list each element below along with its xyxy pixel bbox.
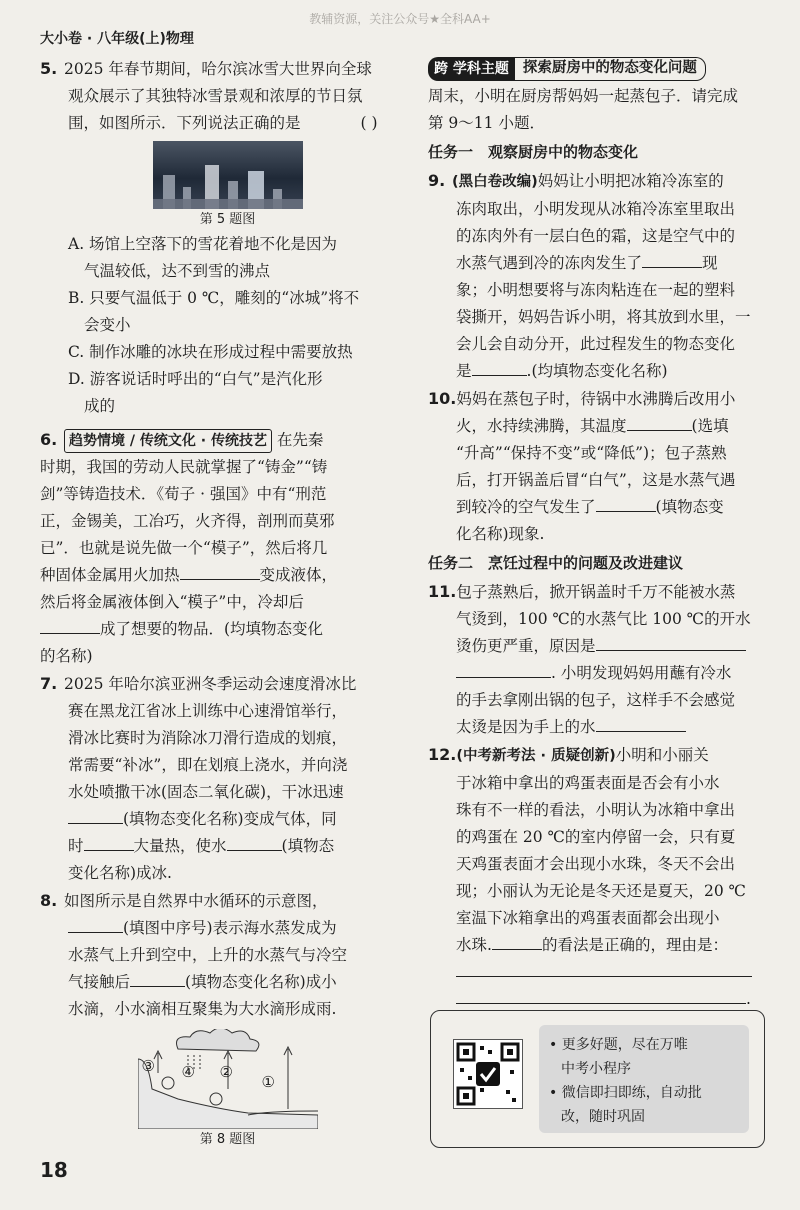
left-column bbox=[40, 55, 415, 1151]
qr-code-icon[interactable] bbox=[453, 1039, 523, 1109]
ice-world-photo bbox=[153, 141, 303, 209]
answer-blank[interactable] bbox=[68, 806, 123, 824]
answer-blank[interactable] bbox=[180, 562, 260, 580]
question-7: 7. 2025 年哈尔滨亚洲冬季运动会速度滑冰比 赛在黑龙江省冰上训练中心速滑馆举行， 滑冰比赛时为消除冰刀滑行造成的划痕， 常需要“补冰”，即在划痕上浇水，并向浇 水处喷撒干冰(固态二氧化碳)，干冰迅速 (填物态变化名称)变成气体，同 时 大量热，使水 (填物态 变化名称)成冰. bbox=[40, 670, 415, 887]
figure-caption: 第 5 题图 bbox=[199, 212, 256, 227]
answer-blank[interactable] bbox=[596, 633, 746, 651]
trend-tag: 趋势情境 / 传统文化 · 传统技艺 bbox=[64, 429, 272, 453]
answer-blank[interactable] bbox=[596, 714, 686, 732]
watermark: 教辅资源，关注公众号★全科AA+ bbox=[309, 12, 491, 26]
promo-box bbox=[430, 1010, 765, 1148]
cross-subject-badge: 跨 学科主题 bbox=[428, 57, 515, 81]
question-6: 6. 趋势情境 / 传统文化 · 传统技艺 在先秦 时期，我国的劳动人民就掌握了“铸金”“铸 剑”等铸造技术．《荀子 · 强国》中有“刑范 正，金锡美，工冶巧，火齐得，剖刑而莫邪 已”．也就是说先做一个“模子”，然后将几 种固体金属用火加热 变成液体， 然后将金属液体倒入“模子”中，冷却后 成了想要的物品．(均填物态变化 的名称) bbox=[40, 426, 415, 670]
question-number: 12. bbox=[428, 745, 457, 764]
answer-blank[interactable] bbox=[456, 660, 551, 678]
question-number: 10. bbox=[428, 389, 457, 408]
question-8: 8. 如图所示是自然界中水循环的示意图， (填图中序号)表示海水蒸发成为 水蒸气上升到空中，上升的水蒸气与冷空 气接触后 (填物态变化名称)成小 水滴，小水滴相互聚集为大水滴形成雨. ③ ④ ② ① 第 8 题图 bbox=[40, 887, 415, 1151]
page-number: 18 bbox=[40, 1158, 68, 1182]
question-9: 9. (黑白卷改编)妈妈让小明把冰箱冷冻室的 冻肉取出，小明发现从冰箱冷冻室里取出 的冻肉外有一层白色的霜，这是空气中的 水蒸气遇到冷的冻肉发生了 现 象；小明想要将与冻肉粘连在一起的塑料 袋撕开，妈妈告诉小明，将其放到水里，一 会儿会自动分开，此过程发生的物态变化 是 .(均填物态变化名称) bbox=[428, 167, 768, 385]
option-d: D. 游客说话时呼出的“白气”是汽化形 bbox=[68, 370, 323, 388]
page-header: 大小卷 · 八年级(上)物理 bbox=[40, 31, 194, 47]
qr-code-svg bbox=[454, 1040, 522, 1108]
answer-blank[interactable] bbox=[40, 616, 100, 634]
answer-blank[interactable] bbox=[472, 358, 527, 376]
diagram-label: ② bbox=[219, 1063, 233, 1081]
right-column: 跨 学科主题 探索厨房中的物态变化问题 周末，小明在厨房帮妈妈一起蒸包子．请完成 第 9～11 小题． 任务一 观察厨房中的物态变化 9. (黑白卷改编)妈妈让小明把冰箱冷冻室的 冻肉取出，小明发现从冰箱冷冻室里取出 的冻肉外有一层白色的霜，这是空气中的 水蒸气遇到冷的冻肉发生了 现 象；小明想要将与冻肉粘连在一起的塑料 袋撕开，妈妈告诉小明，将其放到水里，一 会儿会自动分开，此过程发生的物态变化 是 .(均填物态变化名称) 10.妈妈在蒸包子时，待锅中水沸腾后改用小 火，水持续沸腾，其温度 (选填 “升高”“保持不变”或“降低”)；包子蒸熟 后，打开锅盖后冒“白气”，这是水蒸气遇 到较冷的空气发生了 (填物态变 化名称)现象. 任务二 烹饪过程中的问题及改进建议 11.包子蒸熟后，掀开锅盖时千万不能被水蒸 气烫到，100 ℃的水蒸气比 100 ℃的开水 烫伤更严重，原因是 . 小明发现妈妈用蘸有冷水 的手去拿刚出锅的包子，这样手不会感觉 太烫是因为手上的水 12.(中考新考法 · 质疑创新)小明和小丽关 于冰箱中拿出的鸡蛋表面是否会有小水 珠有不一样的看法，小明认为冰箱中拿出 的鸡蛋在 20 ℃的室内停留一会，只有夏 天鸡蛋表面才会出现小水珠，冬天不会出 现；小丽认为无论是冬天还是夏天，20 ℃ 室温下冰箱拿出的鸡蛋表面都会出现小 水珠. 的看法是正确的，理由是： . bbox=[428, 55, 768, 1013]
answer-options: A. 场馆上空落下的雪花着地不化是因为 气温较低，达不到雪的沸点 B. 只要气温低于 0 ℃，雕刻的“冰城”将不 会变小 C. 制作冰雕的冰块在形成过程中需要放热 D. 游客说话时呼出的“白气”是汽化形 成的 bbox=[40, 231, 415, 420]
question-10: 10.妈妈在蒸包子时，待锅中水沸腾后改用小 火，水持续沸腾，其温度 (选填 “升高”“保持不变”或“降低”)；包子蒸熟 后，打开锅盖后冒“白气”，这是水蒸气遇 到较冷的空气发生了 (填物态变 化名称)现象. bbox=[428, 385, 768, 548]
task-1-title: 任务一 观察厨房中的物态变化 bbox=[428, 143, 639, 161]
diagram-label: ① bbox=[261, 1073, 275, 1091]
question-number: 7. bbox=[40, 674, 58, 693]
question-number: 8. bbox=[40, 891, 58, 910]
answer-blank[interactable] bbox=[492, 932, 542, 950]
cross-subject-heading bbox=[428, 55, 768, 83]
answer-paren: ( ) bbox=[360, 114, 378, 132]
question-number: 11. bbox=[428, 582, 457, 601]
diagram-label: ③ bbox=[141, 1057, 155, 1075]
option-a: A. 场馆上空落下的雪花着地不化是因为 bbox=[68, 235, 338, 253]
question-number: 9. bbox=[428, 171, 446, 190]
promo-text: • 更多好题，尽在万唯 中考小程序 • 微信即扫即练，自动批 改，随时巩固 bbox=[539, 1025, 749, 1133]
question-12: 12.(中考新考法 · 质疑创新)小明和小丽关 于冰箱中拿出的鸡蛋表面是否会有小水 珠有不一样的看法，小明认为冰箱中拿出 的鸡蛋在 20 ℃的室内停留一会，只有夏 天鸡蛋表面才会出现小水珠，冬天不会出 现；小丽认为无论是冬天还是夏天，20 ℃ 室温下冰箱拿出的鸡蛋表面都会出现小 水珠. 的看法是正确的，理由是： . bbox=[428, 741, 768, 1013]
question-number: 5. bbox=[40, 59, 58, 78]
diagram-label: ④ bbox=[181, 1063, 195, 1081]
answer-blank[interactable] bbox=[627, 413, 692, 431]
answer-line[interactable] bbox=[456, 986, 746, 1004]
question-number: 6. bbox=[40, 430, 58, 449]
answer-blank[interactable] bbox=[596, 494, 656, 512]
task-2-title: 任务二 烹饪过程中的问题及改进建议 bbox=[428, 554, 684, 572]
figure-caption: 第 8 题图 bbox=[199, 1132, 256, 1147]
option-b: B. 只要气温低于 0 ℃，雕刻的“冰城”将不 bbox=[68, 289, 360, 307]
answer-line[interactable] bbox=[456, 959, 752, 977]
option-c: C. 制作冰雕的冰块在形成过程中需要放热 bbox=[68, 343, 353, 361]
question-5: 5. 2025 年春节期间，哈尔滨冰雪大世界向全球 观众展示了其独特冰雪景观和浓厚的节日氛 围，如图所示．下列说法正确的是 ( ) 第 5 题图 A. 场馆上空落下的雪花着地不化是因为 气温较低，达不到雪的沸点 B. 只要气温低于 0 ℃，雕刻的“冰城”将不 会变小 C. 制作冰雕的冰块在形成过程中需要放热 D. 游客说话时呼出的“白气”是汽化形 成的 bbox=[40, 55, 415, 420]
answer-blank[interactable] bbox=[68, 915, 123, 933]
answer-blank[interactable] bbox=[642, 250, 702, 268]
answer-blank[interactable] bbox=[130, 969, 185, 987]
question-11: 11.包子蒸熟后，掀开锅盖时千万不能被水蒸 气烫到，100 ℃的水蒸气比 100 ℃的开水 烫伤更严重，原因是 . 小明发现妈妈用蘸有冷水 的手去拿刚出锅的包子，这样手不会感觉 太烫是因为手上的水 bbox=[428, 578, 768, 741]
answer-blank[interactable] bbox=[227, 833, 282, 851]
water-cycle-diagram bbox=[138, 1029, 318, 1129]
answer-blank[interactable] bbox=[84, 833, 134, 851]
cross-subject-topic: 探索厨房中的物态变化问题 bbox=[515, 57, 706, 81]
